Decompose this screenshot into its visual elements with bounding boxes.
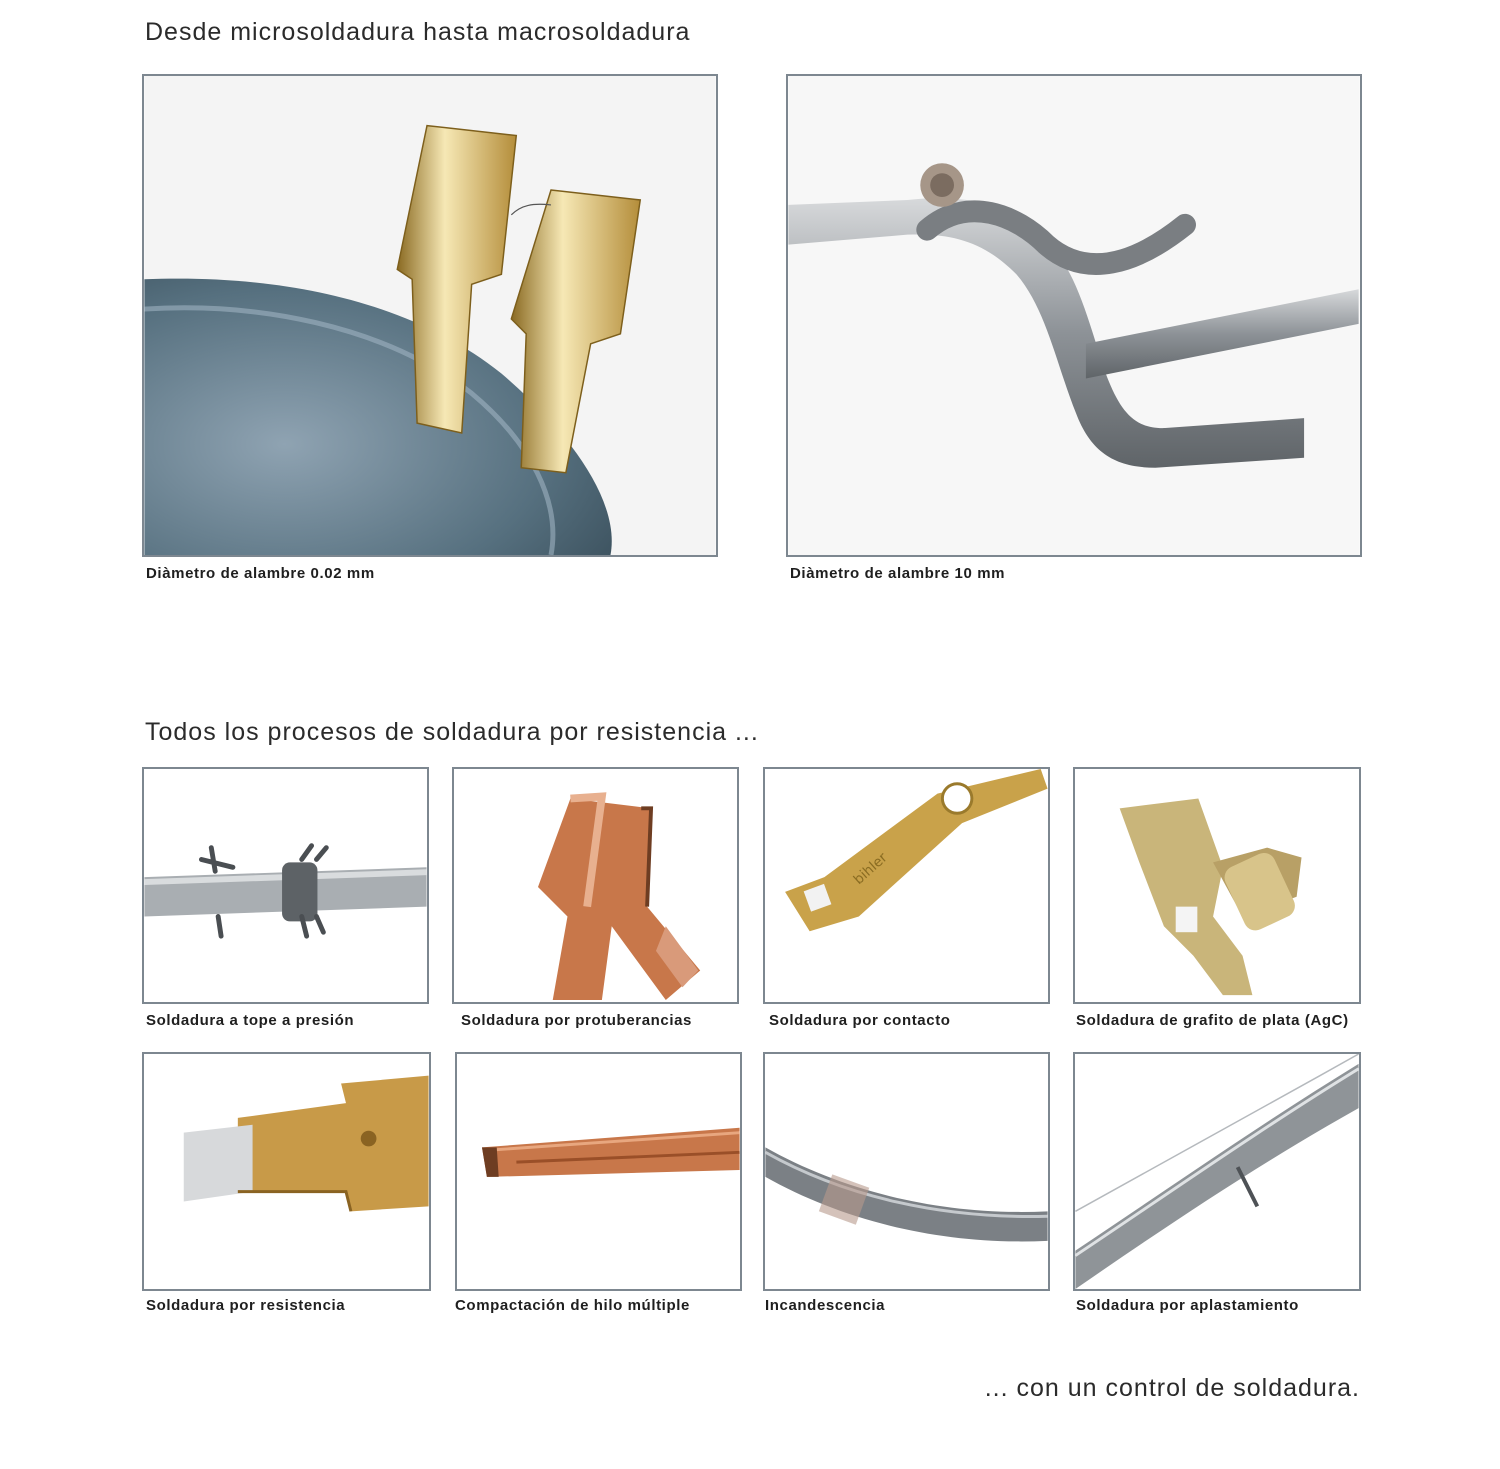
crush-welding-illustration bbox=[1075, 1054, 1359, 1289]
photo-multi-wire-compaction bbox=[455, 1052, 742, 1291]
macro-weld-illustration bbox=[788, 76, 1360, 555]
caption-crush-welding: Soldadura por aplastamiento bbox=[1076, 1297, 1299, 1314]
photo-butt-welding bbox=[142, 767, 429, 1004]
resistance-welding-illustration bbox=[144, 1054, 429, 1289]
caption-silver-graphite-welding: Soldadura de grafito de plata (AgC) bbox=[1076, 1012, 1349, 1029]
photo-projection-welding bbox=[452, 767, 739, 1004]
projection-welding-illustration bbox=[454, 769, 737, 1002]
footer-tagline: ... con un control de soldadura. bbox=[984, 1374, 1360, 1402]
butt-welding-illustration bbox=[144, 769, 427, 1002]
caption-micro-weld: Diàmetro de alambre 0.02 mm bbox=[146, 565, 375, 582]
photo-silver-graphite-welding bbox=[1073, 767, 1361, 1004]
bihler-stamp: bihler bbox=[850, 849, 891, 888]
silver-graphite-illustration bbox=[1075, 769, 1359, 1002]
section-title-micro-macro: Desde microsoldadura hasta macrosoldadura bbox=[145, 18, 691, 46]
photo-crush-welding bbox=[1073, 1052, 1361, 1291]
caption-butt-welding: Soldadura a tope a presión bbox=[146, 1012, 355, 1029]
multi-wire-compaction-illustration bbox=[457, 1054, 740, 1289]
micro-weld-illustration bbox=[144, 76, 716, 555]
caption-incandescence: Incandescencia bbox=[765, 1297, 886, 1314]
section-title-processes: Todos los procesos de soldadura por resistencia ... bbox=[145, 718, 759, 746]
caption-contact-welding: Soldadura por contacto bbox=[769, 1012, 951, 1029]
caption-projection-welding: Soldadura por protuberancias bbox=[461, 1012, 693, 1029]
photo-incandescence bbox=[763, 1052, 1050, 1291]
photo-contact-welding bbox=[763, 767, 1050, 1004]
caption-multi-wire-compaction: Compactación de hilo múltiple bbox=[455, 1297, 690, 1314]
caption-resistance-welding: Soldadura por resistencia bbox=[146, 1297, 346, 1314]
photo-macro-weld bbox=[786, 74, 1362, 557]
photo-micro-weld bbox=[142, 74, 718, 557]
contact-welding-illustration bbox=[765, 769, 1048, 1002]
incandescence-illustration bbox=[765, 1054, 1048, 1289]
caption-macro-weld: Diàmetro de alambre 10 mm bbox=[790, 565, 1006, 582]
photo-resistance-welding bbox=[142, 1052, 431, 1291]
